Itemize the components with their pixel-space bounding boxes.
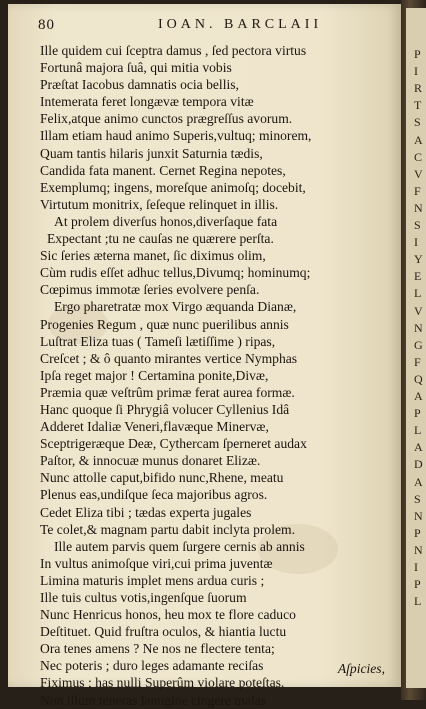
verse-line: Cœpimus immotæ ſeries evolvere penſa.	[40, 282, 260, 298]
facing-page-letter: T	[414, 98, 422, 113]
page-number: 80	[38, 17, 55, 33]
verse-line: In vultus animoſque viri,cui prima juventæ	[40, 555, 273, 571]
facing-page-letter: P	[414, 525, 421, 540]
facing-page-letter: G	[414, 337, 423, 352]
facing-page-letter: C	[414, 149, 423, 164]
facing-page-letter: A	[414, 132, 423, 147]
verse-line: Fiximus ; has nulli Superûm violare poteſtas.	[40, 675, 285, 691]
verse-line: Sic ſeries æterna manet, ſic diximus olim,	[40, 248, 266, 264]
facing-page-letter: S	[414, 491, 421, 506]
facing-page-letter: I	[414, 235, 418, 250]
facing-page-letter: N	[414, 508, 423, 523]
facing-page-letter: F	[414, 354, 421, 369]
verse-line: Progenies Regum , quæ nunc puerilibus annis	[40, 316, 289, 332]
verse-line: Felix,atque animo cunctos prægreſſus avorum.	[40, 111, 293, 127]
verse-line: Te colet,& magnam partu dabit inclyta prolem.	[40, 521, 295, 537]
facing-page-letter: N	[414, 320, 423, 335]
facing-page-letter: L	[414, 423, 422, 438]
catchword: Aſpicies,	[337, 661, 385, 676]
verse-line: Hanc quoque ſi Phrygiâ volucer Cyllenius Idâ	[40, 401, 290, 417]
facing-page-letter: Y	[414, 252, 423, 267]
verse-line: Cùm rudis eſſet adhuc tellus,Divumq; hominumq;	[40, 265, 311, 281]
facing-page-letter: Q	[414, 371, 423, 386]
verse-line: Illam etiam haud animo Superis,vultuq; minorem,	[40, 128, 312, 144]
facing-page-letter: P	[414, 47, 421, 61]
verse-line: Nunc attolle caput,bifido nunc,Rhene, meatu	[40, 470, 284, 486]
running-title: IOAN. BARCLAII	[158, 17, 323, 32]
verse-line: Sceptrigeræque Deæ, Cythercam ſperneret audax	[40, 436, 307, 452]
verse-line: Quam tantis hilaris junxit Saturnia tædis,	[40, 145, 263, 161]
facing-page-letter: P	[414, 406, 421, 421]
verse-line: Adderet Idaliæ Veneri,flavæque Minervæ,	[40, 419, 269, 435]
facing-page-letter: N	[414, 542, 423, 557]
verse-line: Creſcet ; & ô quanto mirantes vertice Nymphas	[40, 350, 298, 366]
verse-line: Cedet Eliza tibi ; tædas experta jugales	[40, 504, 252, 520]
verse-line: Ille autem parvis quem ſurgere cernis ab annis	[54, 538, 305, 554]
facing-page-letter: P	[414, 577, 421, 592]
facing-page-letter: I	[414, 560, 418, 574]
book-page	[8, 4, 401, 708]
facing-page-letter: S	[414, 115, 421, 130]
verse-line: Virtutum monitrix, ſeſeque relinquet in illis.	[40, 196, 279, 212]
facing-page-letter: E	[414, 269, 422, 284]
verse-line: Expectant ;tu ne cauſas ne quærere perſta.	[47, 231, 274, 247]
page-header	[8, 17, 401, 37]
verse-line: Nunc Henricus honos, heu mox te flore caduco	[40, 607, 296, 623]
verse-line: Non illum teneras lanugine cingere malas	[40, 692, 267, 708]
verse-line: Plenus eas,undiſque ſeca majoribus agros.	[40, 487, 268, 503]
facing-page-letter: F	[414, 183, 421, 198]
verse-line: Deſtituet. Quid fruſtra oculos, & hiantia luctu	[40, 624, 287, 640]
facing-page-letter: A	[414, 474, 423, 489]
verse-line: Limina maturis implet mens ardua curis ;	[40, 572, 265, 588]
verse-line: Ille tuis cultus votis,ingenſque ſuorum	[40, 590, 247, 605]
facing-page-letter: A	[414, 440, 423, 455]
facing-page-letter: V	[414, 303, 423, 318]
verse-line: Candida fata manent. Cernet Regina nepotes,	[40, 162, 286, 178]
facing-page-letter: A	[414, 389, 423, 403]
facing-page-letter: V	[414, 166, 423, 181]
verse-line: Paſtor, & innocuæ munus donaret Elizæ.	[40, 453, 261, 469]
verse-line: Ora tenes amens ? Ne nos ne flectere tenta;	[40, 641, 275, 657]
facing-page-letter: R	[414, 81, 423, 96]
verse-line: Præſtat Iacobus damnatis ocia bellis,	[40, 77, 239, 93]
facing-page-letter: S	[414, 218, 421, 232]
verse-line: At prolem diverſus honos,diverſaque fata	[54, 213, 278, 229]
verse-line: Ille quidem cui ſceptra damus , ſed pectora virtus	[40, 43, 307, 58]
verse-line: Ipſa reget major ! Certamina ponite,Divæ,	[40, 367, 269, 383]
verse-text	[40, 42, 398, 709]
verse-line: Intemerata feret longævæ tempora vitæ	[40, 94, 254, 110]
verse-line: Ergo pharetratæ mox Virgo æquanda Dianæ,	[54, 299, 297, 315]
verse-line: Exemplumq; ingens, moreſque animoſq; docebit,	[40, 179, 306, 195]
facing-page-letter: I	[414, 64, 418, 79]
facing-page-letter: D	[414, 457, 423, 472]
verse-line: Præmia quæ veſtrûm primæ ferat aurea formæ.	[40, 384, 295, 400]
facing-page-letter: N	[414, 200, 423, 215]
verse-line: Luſtrat Eliza tuas ( Tameſi lætiſſime ) ripas,	[40, 333, 276, 349]
verse-line: Fortunâ majora ſuâ, qui mitia vobis	[40, 60, 232, 76]
verse-line: Nec poteris ; duro leges adamante reciſas	[40, 658, 264, 674]
facing-page-edge	[406, 8, 426, 688]
facing-page-letter: L	[414, 286, 422, 301]
facing-page-letter: L	[414, 594, 422, 609]
